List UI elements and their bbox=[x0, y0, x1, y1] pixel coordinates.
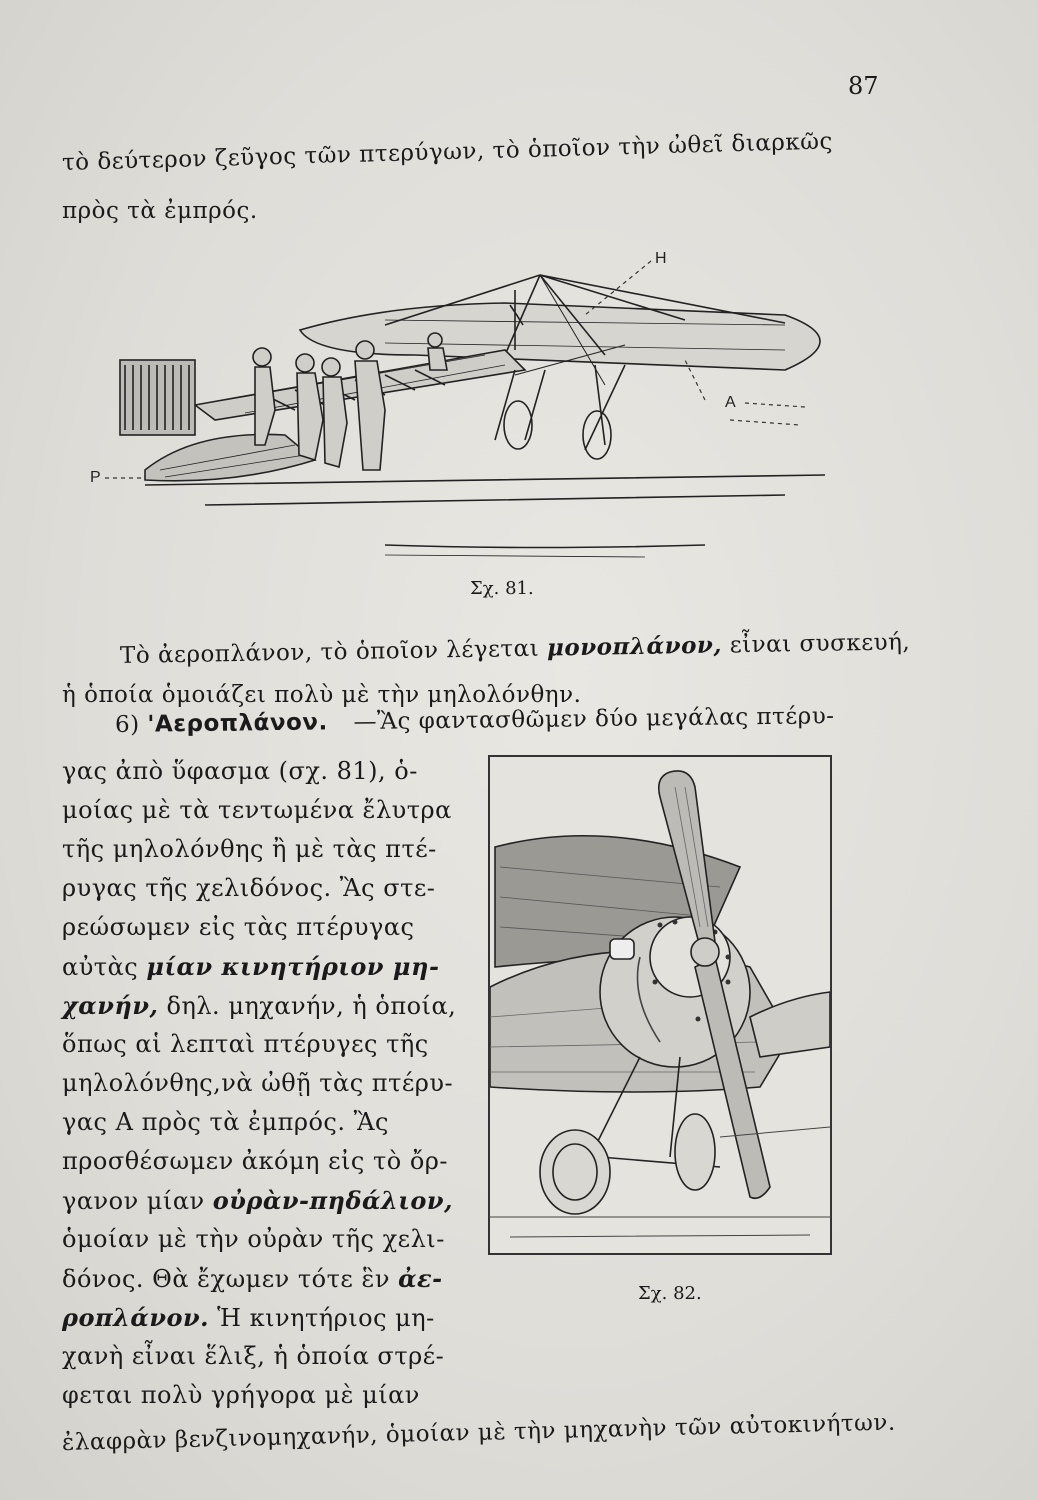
text-line: προσθέσωμεν ἀκόμη εἰς τὸ ὄρ- bbox=[62, 1147, 448, 1175]
text-run: γανον μίαν bbox=[62, 1187, 205, 1215]
text-line: μοίας μὲ τὰ τεντωμένα ἔλυτρα bbox=[62, 796, 452, 824]
emphasis-engine: μίαν κινητήριον μη- bbox=[146, 952, 440, 981]
text-run: —Ἂς φαντασθῶμεν δύο μεγάλας πτέρυ- bbox=[353, 703, 835, 736]
text-line: φεται πολὺ γρήγορα μὲ μίαν bbox=[62, 1381, 420, 1409]
text-run: αὐτὰς bbox=[62, 953, 139, 981]
figure-81-caption: Σχ. 81. bbox=[470, 578, 534, 599]
emphasis-engine: χανήν, bbox=[62, 991, 159, 1020]
text-run: εἶναι συσκευή, bbox=[729, 629, 911, 659]
figure-81-monoplane bbox=[85, 245, 845, 575]
text-run: Τὸ ἀεροπλάνον, τὸ ὁποῖον λέγεται bbox=[119, 635, 540, 669]
text-line bbox=[62, 991, 456, 1020]
text-line: ρυγας τῆς χελιδόνος. Ἂς στε- bbox=[62, 874, 436, 902]
text-line bbox=[120, 628, 911, 669]
text-line: μηλολόνθης,νὰ ὠθῇ τὰς πτέρυ- bbox=[62, 1069, 454, 1097]
text-line: γας ἀπὸ ὕφασμα (σχ. 81), ὁ- bbox=[62, 757, 418, 785]
text-line: ἡ ὁποία ὁμοιάζει πολὺ μὲ τὴν μηλολόνθην. bbox=[62, 682, 582, 708]
text-run: δηλ. μηχανήν, ἡ ὁποία, bbox=[166, 992, 457, 1020]
text-line bbox=[62, 1303, 435, 1332]
text-line: ὅπως αἱ λεπταὶ πτέρυγες τῆς bbox=[62, 1030, 429, 1058]
text-line bbox=[62, 952, 439, 981]
text-run: Ἡ κινητήριος μη- bbox=[217, 1304, 435, 1332]
figure-82-caption: Σχ. 82. bbox=[638, 1283, 702, 1304]
text-line: τῆς μηλολόνθης ἢ μὲ τὰς πτέ- bbox=[62, 835, 437, 863]
text-line: ρεώσωμεν εἰς τὰς πτέρυγας bbox=[62, 913, 415, 941]
label-a: A bbox=[725, 394, 736, 411]
text-line bbox=[62, 1186, 453, 1215]
text-line bbox=[62, 1264, 443, 1293]
emphasis-aeroplane: ἀε- bbox=[398, 1264, 443, 1293]
label-h: H bbox=[655, 250, 667, 267]
text-line: χανὴ εἶναι ἕλιξ, ἡ ὁποία στρέ- bbox=[62, 1342, 445, 1370]
section-number: 6) bbox=[114, 711, 140, 738]
label-p: P bbox=[90, 469, 101, 486]
text-line: τὸ δεύτερον ζεῦγος τῶν πτερύγων, τὸ ὁποῖον τὴν ὠθεῖ διαρκῶς bbox=[61, 128, 834, 176]
text-line: πρὸς τὰ ἐμπρός. bbox=[62, 198, 258, 224]
text-line: γας Α πρὸς τὰ ἐμπρός. Ἂς bbox=[62, 1108, 389, 1136]
emphasis-tail-rudder: οὐρὰν-πηδάλιον, bbox=[212, 1186, 453, 1215]
page-number: 87 bbox=[848, 72, 879, 100]
emphasis-aeroplane: ροπλάνον. bbox=[62, 1303, 209, 1332]
text-line: ὁμοίαν μὲ τὴν οὐρὰν τῆς χελι- bbox=[62, 1225, 445, 1253]
section-heading bbox=[115, 703, 835, 738]
text-line: ἐλαφρὰν βενζινομηχανήν, ὁμοίαν μὲ τὴν μηχανὴν τῶν αὐτοκινήτων. bbox=[61, 1409, 896, 1456]
figure-82-propeller bbox=[488, 755, 832, 1255]
section-title: 'Αεροπλάνον. bbox=[147, 709, 328, 738]
emphasis-monoplane: μονοπλάνον, bbox=[546, 631, 723, 662]
text-run: δόνος. Θὰ ἔχωμεν τότε ἓν bbox=[62, 1265, 390, 1293]
